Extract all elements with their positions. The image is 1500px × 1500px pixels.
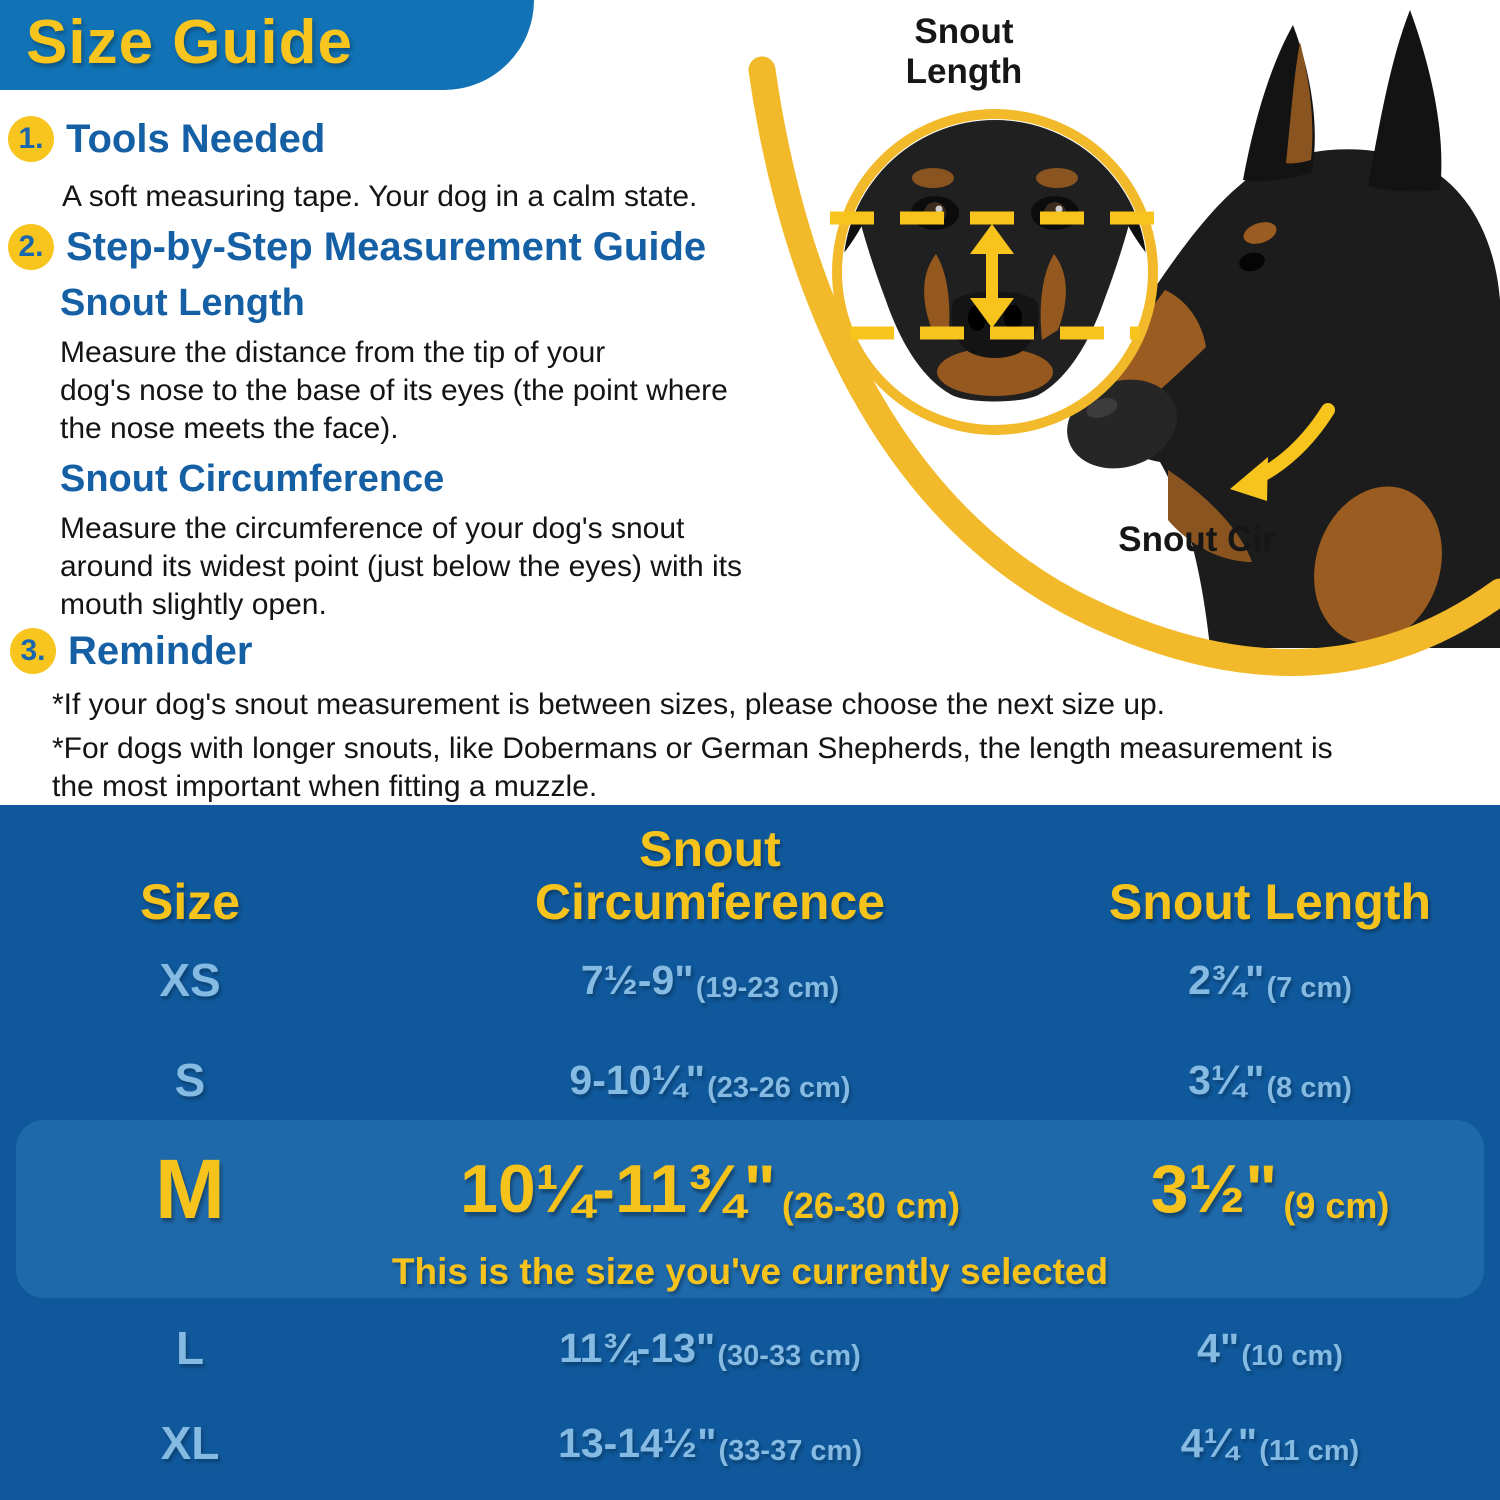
circ-s [380, 1057, 1040, 1104]
tools-heading-text: Tools Needed [66, 116, 326, 161]
circ-s-main: 9-10¼" [569, 1056, 706, 1103]
header-circumference: Snout Circumference [534, 821, 886, 930]
table-header-row [0, 823, 1500, 933]
circ-l [380, 1325, 1040, 1372]
snout-length-callout: Snout Length [905, 12, 1023, 92]
circ-s-sub: (23-26 cm) [707, 1071, 851, 1104]
reminder-note-2-line-1: *For dogs with longer snouts, like Dobermans or German Shepherds, the length measurement is [52, 732, 1333, 765]
len-s [1040, 1057, 1500, 1104]
dog-measurement-illustration [740, 0, 1500, 690]
dog-illustration-graphic [740, 0, 1500, 690]
len-xl-sub: (11 cm) [1259, 1434, 1360, 1467]
header-size: Size [139, 874, 241, 930]
table-row-s [0, 1045, 1500, 1115]
circ-m-main: 10¼-11¾" [460, 1151, 776, 1227]
len-m-main: 3½" [1150, 1151, 1278, 1227]
reminder-note-2 [52, 730, 1482, 806]
len-m-sub: (9 cm) [1283, 1185, 1390, 1226]
table-row-l [0, 1313, 1500, 1383]
badge-3: 3. [10, 628, 56, 674]
len-xs-sub: (7 cm) [1266, 971, 1352, 1004]
page-title: Size Guide [26, 7, 353, 77]
snout-circumference-line-3: mouth slightly open. [60, 588, 327, 622]
tools-body: A soft measuring tape. Your dog in a calm state. [62, 180, 698, 213]
section-reminder-heading [10, 628, 253, 674]
section-tools-heading [8, 116, 325, 162]
len-xl [1040, 1420, 1500, 1467]
reminder-heading-text: Reminder [68, 628, 253, 673]
len-l [1040, 1325, 1500, 1372]
snout-length-line-2: dog's nose to the base of its eyes (the point where [60, 374, 728, 408]
snout-length-line-1: Measure the distance from the tip of your [60, 336, 606, 369]
size-m: M [155, 1141, 225, 1236]
selected-size-note: This is the size you've currently selected [391, 1251, 1109, 1292]
circ-m-sub: (26-30 cm) [781, 1185, 960, 1226]
steps-heading-text: Step-by-Step Measurement Guide [66, 224, 707, 269]
circ-l-sub: (30-33 cm) [717, 1339, 861, 1372]
snout-circumference-line-1: Measure the circumference of your dog's snout [60, 512, 685, 545]
snout-circumference-body [60, 510, 742, 624]
snout-length-line-3: the nose meets the face). [60, 412, 399, 446]
circ-xl-sub: (33-37 cm) [718, 1434, 862, 1467]
len-xs-main: 2¾" [1188, 956, 1265, 1003]
section-steps-heading [8, 224, 706, 270]
len-m [1040, 1150, 1500, 1228]
size-xs: XS [159, 954, 221, 1006]
snout-circumference-subheading: Snout Circumference [60, 458, 445, 500]
size-xl: XL [160, 1417, 220, 1469]
snout-circumference-line-2: around its widest point (just below the eyes) with its [60, 550, 742, 584]
snout-length-subheading: Snout Length [60, 282, 305, 324]
circ-m [380, 1150, 1040, 1228]
size-s: S [174, 1054, 206, 1106]
len-l-sub: (10 cm) [1241, 1339, 1343, 1372]
header-length: Snout Length [1108, 874, 1432, 930]
len-s-main: 3¼" [1188, 1056, 1265, 1103]
reminder-note-2-line-2: the most important when fitting a muzzle. [52, 770, 598, 804]
len-l-main: 4" [1197, 1324, 1240, 1371]
table-row-m-selected [0, 1133, 1500, 1245]
reminder-note-1: *If your dog's snout measurement is between sizes, please choose the next size up. [52, 688, 1166, 721]
snout-cir-callout: Snout Cir [1118, 520, 1276, 559]
circ-xs-sub: (19-23 cm) [695, 971, 840, 1004]
circ-l-main: 11¾-13" [559, 1324, 716, 1371]
table-row-xl [0, 1408, 1500, 1478]
circ-xs-main: 7½-9" [580, 956, 694, 1003]
circ-xl [380, 1420, 1040, 1467]
badge-2: 2. [8, 224, 54, 270]
circ-xs [380, 957, 1040, 1004]
len-xl-main: 4¼" [1180, 1419, 1258, 1466]
table-row-xs [0, 945, 1500, 1015]
snout-length-body [60, 334, 728, 448]
len-xs [1040, 957, 1500, 1004]
len-s-sub: (8 cm) [1266, 1071, 1352, 1104]
size-l: L [175, 1322, 205, 1374]
banner [0, 0, 534, 90]
badge-1: 1. [8, 116, 54, 162]
size-table [0, 805, 1500, 1500]
circ-xl-main: 13-14½" [558, 1419, 717, 1466]
